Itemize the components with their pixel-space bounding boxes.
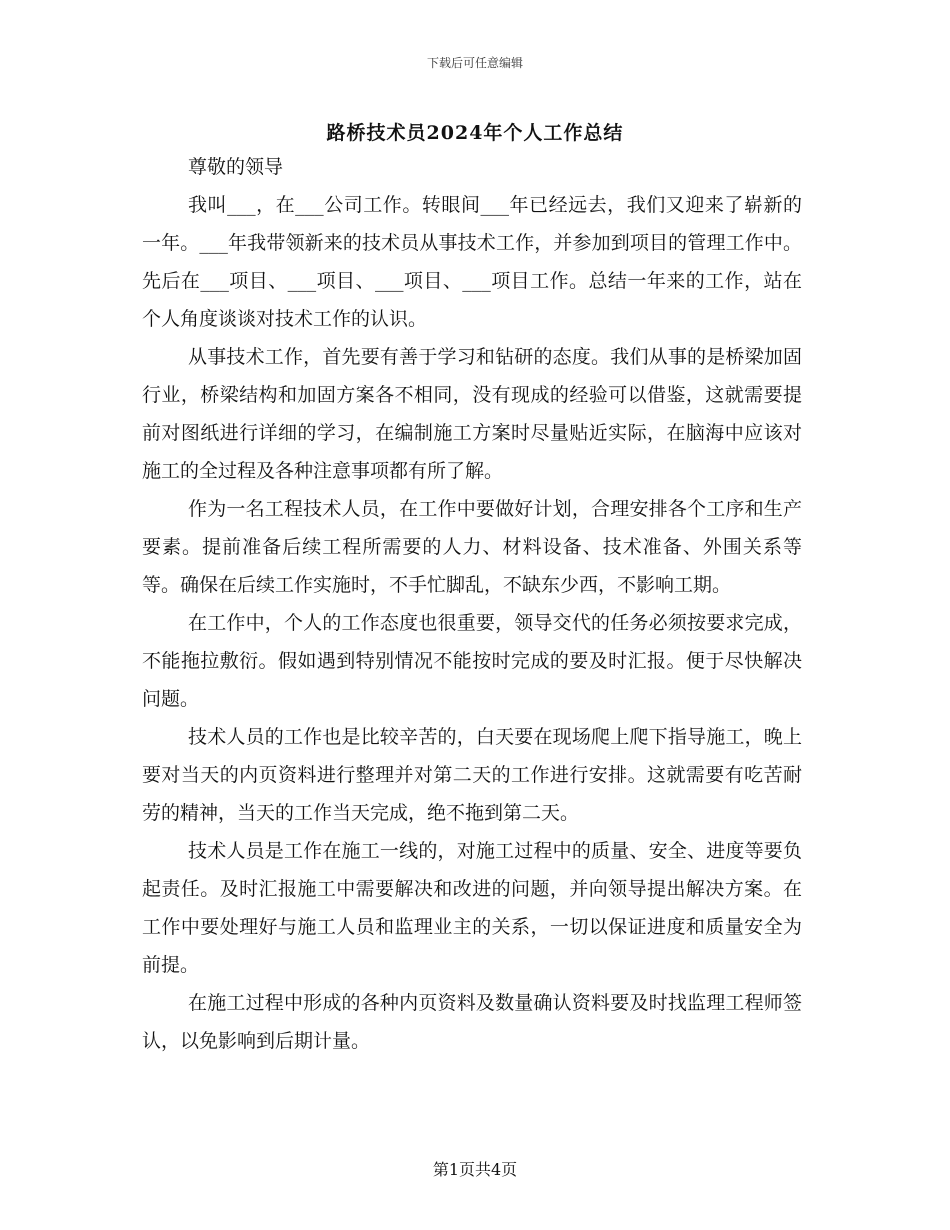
paragraph-2: 从事技术工作，首先要有善于学习和钻研的态度。我们从事的是桥梁加固行业，桥梁结构和加固方案各不相同，没有现成的经验可以借鉴，这就需要提前对图纸进行详细的学习，在编制施工方案时尽量贴近实际，在脑海中应该对施工的全过程及各种注意事项都有所了解。: [142, 346, 802, 482]
paragraph-6: 技术人员是工作在施工一线的，对施工过程中的质量、安全、进度等要负起责任。及时汇报施工中需要解决和改进的问题，并向领导提出解决方案。在工作中要处理好与施工人员和监理业主的关系，一切以保证进度和质量安全为前提。: [142, 840, 802, 976]
page-header-note: 下载后可任意编辑: [426, 56, 523, 70]
paragraph-7: 在施工过程中形成的各种内页资料及数量确认资料要及时找监理工程师签认，以免影响到后期计量。: [142, 992, 802, 1052]
paragraph-3: 作为一名工程技术人员，在工作中要做好计划，合理安排各个工序和生产要素。提前准备后续工程所需要的人力、材料设备、技术准备、外围关系等等。确保在后续工作实施时，不手忙脚乱，不缺东少西，不影响工期。: [142, 498, 802, 596]
salutation: 尊敬的领导: [188, 156, 284, 178]
paragraph-4: 在工作中，个人的工作态度也很重要，领导交代的任务必须按要求完成，不能拖拉敷衍。假如遇到特别情况不能按时完成的要及时汇报。便于尽快解决问题。: [142, 612, 802, 710]
document-title: 路桥技术员2024年个人工作总结: [326, 122, 624, 144]
page-number: 第1页共4页: [432, 1160, 518, 1179]
paragraph-1: 我叫___，在___公司工作。转眼间___年已经远去，我们又迎来了崭新的一年。___年我带领新来的技术员从事技术工作，并参加到项目的管理工作中。先后在___项目、___项目、___项目、___项目工作。总结一年来的工作，站在个人角度谈谈对技术工作的认识。: [142, 194, 802, 330]
document-body: [142, 148, 802, 1060]
paragraph-5: 技术人员的工作也是比较辛苦的，白天要在现场爬上爬下指导施工，晚上要对当天的内页资料进行整理并对第二天的工作进行安排。这就需要有吃苦耐劳的精神，当天的工作当天完成，绝不拖到第二天。: [142, 726, 802, 824]
